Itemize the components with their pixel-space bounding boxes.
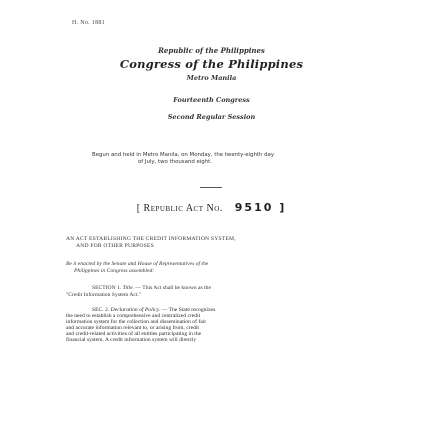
- act-title-line-2: AND FOR OTHER PURPOSES: [76, 243, 154, 249]
- section-2-text: — The State recognizes: [160, 307, 216, 313]
- section-2-line: the need to establish a comprehensive and centralized credit: [66, 313, 201, 319]
- section-2-line: financial system. A credit information system will directly: [66, 337, 197, 343]
- congress-number-heading: Fourteenth Congress: [173, 96, 250, 104]
- begun-line-1: Begun and held in Metro Manila, on Monday, the twenty-eighth day: [92, 152, 275, 158]
- house-number: H. No. 1881: [72, 20, 105, 26]
- city-heading: Metro Manila: [186, 74, 237, 82]
- act-title-line-1: AN ACT ESTABLISHING THE CREDIT INFORMATION SYSTEM,: [66, 236, 236, 242]
- section-1-lead: SECTION 1.: [92, 285, 122, 291]
- section-2: [66, 307, 366, 343]
- enacting-clause: [66, 261, 366, 274]
- section-1-line-2: "Credit Information System Act.": [66, 291, 142, 298]
- section-2-label: Declaration of Policy.: [110, 307, 161, 313]
- act-number: 9510 ]: [234, 201, 287, 214]
- section-2-line: and accurate information relevant to, or arising from, credit: [66, 325, 199, 331]
- begun-statement: [92, 152, 362, 165]
- act-title: [66, 236, 366, 250]
- section-2-line: information system for the collection and dissemination of fair: [66, 319, 207, 325]
- act-label: [ Republic Act No.: [136, 203, 223, 214]
- republic-heading: Republic of the Philippines: [158, 46, 265, 55]
- section-1-label: Title.: [122, 285, 134, 291]
- separator-dash: [200, 187, 222, 188]
- enacting-line-1: Be it enacted by the Senate and House of Representatives of the: [66, 261, 209, 267]
- section-1-text: — This Act shall be known as the: [133, 285, 211, 291]
- section-1: [66, 285, 366, 298]
- section-2-line: and credit-related activities of all entities participating in the: [66, 331, 202, 337]
- section-2-lead: SEC. 2.: [92, 307, 110, 313]
- congress-heading: Congress of the Philippines: [119, 57, 304, 71]
- begun-line-2: of July, two thousand eight.: [138, 158, 212, 165]
- act-number-line: [0, 201, 423, 214]
- enacting-line-2: Philippines in Congress assembled:: [74, 267, 155, 274]
- session-heading: Second Regular Session: [167, 113, 256, 121]
